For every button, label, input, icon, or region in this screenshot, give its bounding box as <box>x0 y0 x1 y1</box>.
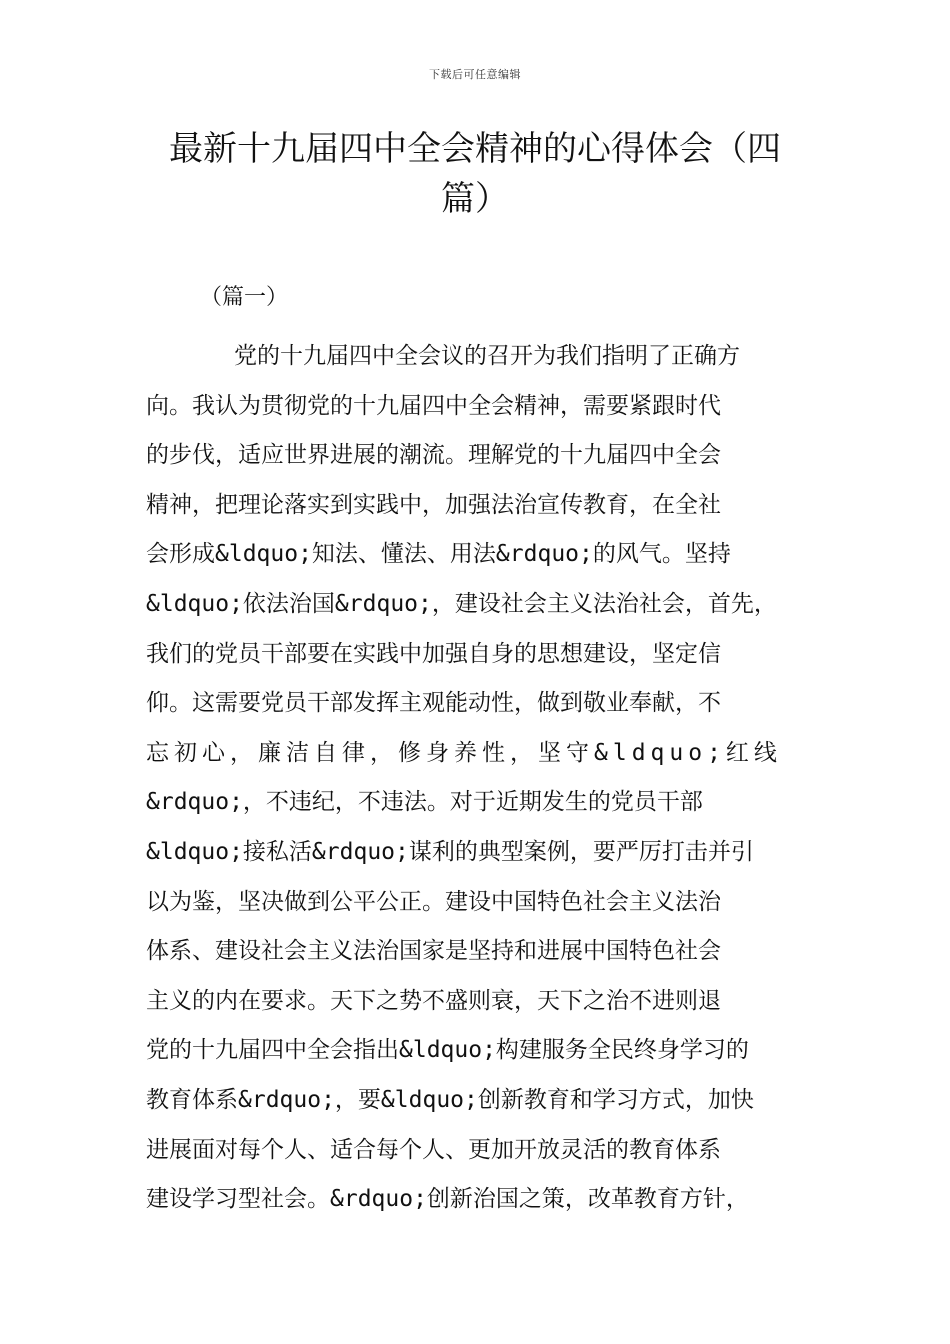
body-line: 主义的内在要求。天下之势不盛则衰，天下之治不进则退 <box>146 987 721 1014</box>
body-line: 体系、建设社会主义法治国家是坚持和进展中国特色社会 <box>146 938 721 965</box>
body-line: 以为鉴，坚决做到公平公正。建设中国特色社会主义法治 <box>146 888 721 915</box>
section-label: （篇一） <box>200 285 289 310</box>
body-line: 忘初心，廉洁自律，修身养性，坚守&ldquo;红线 <box>146 739 782 766</box>
body-line: &rdquo;，不违纪，不违法。对于近期发生的党员干部 <box>146 789 703 816</box>
body-line: 建设学习型社会。&rdquo;创新治国之策，改革教育方针， <box>146 1186 749 1213</box>
body-line: 教育体系&rdquo;，要&ldquo;创新教育和学习方式，加快 <box>146 1086 754 1113</box>
body-line: &ldquo;接私活&rdquo;谋利的典型案例，要严厉打击并引 <box>146 838 754 865</box>
body-line: 仰。这需要党员干部发挥主观能动性，做到敬业奉献，不 <box>146 690 721 717</box>
document-title: 最新十九届四中全会精神的心得体会（四篇） <box>169 129 781 219</box>
body-line: 党的十九届四中全会指出&ldquo;构建服务全民终身学习的 <box>146 1037 749 1064</box>
body-line: 我们的党员干部要在实践中加强自身的思想建设，坚定信 <box>146 640 721 667</box>
body-line: &ldquo;依法治国&rdquo;，建设社会主义法治社会，首先， <box>146 590 777 617</box>
body-line: 党的十九届四中全会议的召开为我们指明了正确方 <box>234 343 740 369</box>
body-line: 会形成&ldquo;知法、懂法、用法&rdquo;的风气。坚持 <box>146 541 731 568</box>
header-note: 下载后可任意编辑 <box>429 68 521 81</box>
body-line: 的步伐，适应世界进展的潮流。理解党的十九届四中全会 <box>146 442 721 469</box>
body-line: 进展面对每个人、适合每个人、更加开放灵活的教育体系 <box>146 1136 721 1163</box>
body-text <box>146 332 816 1225</box>
body-line: 精神，把理论落实到实践中，加强法治宣传教育，在全社 <box>146 491 721 518</box>
body-line: 向。我认为贯彻党的十九届四中全会精神，需要紧跟时代 <box>146 392 721 419</box>
